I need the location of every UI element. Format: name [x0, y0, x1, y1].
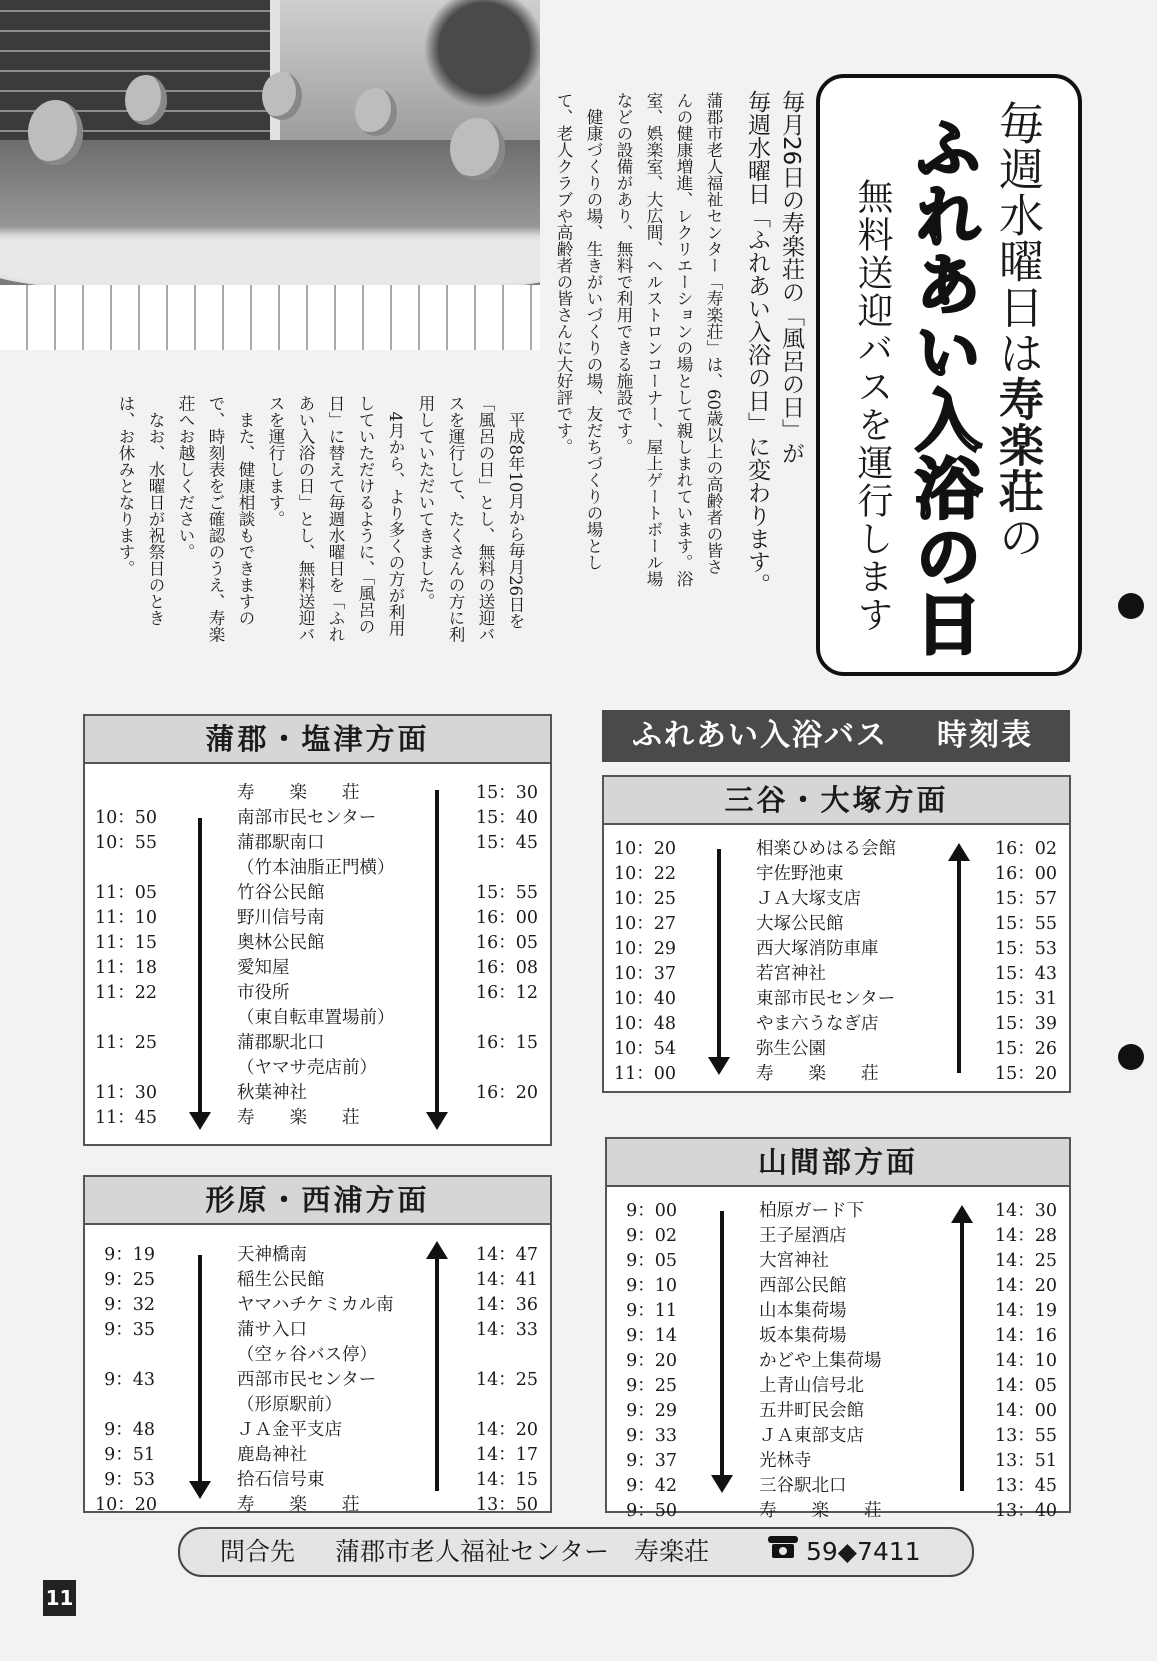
body-line: は、お休みとなります。 [116, 395, 135, 577]
body-line: 用していただいてきました。 [416, 395, 435, 610]
person [355, 88, 397, 136]
timetable-row [607, 1272, 1069, 1297]
timetable-row [604, 1010, 1069, 1035]
time-out: 9：20 [626, 1351, 677, 1371]
stop-name: （東自転車置場前） [237, 1008, 395, 1028]
body-line: 蒲郡市老人福祉センター「寿楽荘」は、60歳以上の高齢者の皆さ [704, 92, 723, 575]
body-line: で、時刻表をご確認のうえ、寿楽 [206, 395, 225, 643]
timetable-row [85, 1341, 550, 1366]
timetable-row [607, 1322, 1069, 1347]
time-return: 13：40 [994, 1501, 1057, 1521]
time-return: 14：19 [994, 1301, 1057, 1321]
time-return: 14：05 [994, 1376, 1057, 1396]
stop-name: 寿 楽 荘 [237, 783, 360, 803]
stop-name: ＪＡ大塚支店 [756, 889, 861, 909]
time-out: 9：19 [104, 1245, 155, 1265]
contact-bar [178, 1527, 974, 1577]
stop-name: 愛知屋 [237, 958, 290, 978]
time-return: 14：33 [475, 1320, 538, 1340]
time-out: 9：14 [626, 1326, 677, 1346]
time-out: 9：37 [626, 1451, 677, 1471]
timetable-row [85, 804, 550, 829]
time-out: 10：20 [614, 839, 677, 859]
stop-name: 相楽ひめはる会館 [756, 839, 896, 859]
time-out: 11：00 [614, 1064, 677, 1084]
time-return: 13：55 [994, 1426, 1057, 1446]
time-out: 9：33 [626, 1426, 677, 1446]
telephone-icon [766, 1531, 800, 1577]
time-out: 11：22 [95, 983, 158, 1003]
time-out: 11：30 [95, 1083, 158, 1103]
stop-name: ＪＡ金平支店 [237, 1420, 342, 1440]
timetable-row [85, 1366, 550, 1391]
stop-name: （形原駅前） [237, 1395, 342, 1415]
time-out: 10：22 [614, 864, 677, 884]
time-return: 16：12 [475, 983, 538, 1003]
stop-name: 光林寺 [759, 1451, 812, 1471]
stop-name: 柏原ガード下 [759, 1201, 864, 1221]
body-line: 4月から、より多くの方が利用 [386, 395, 405, 637]
time-out: 9：25 [104, 1270, 155, 1290]
timetable-row [607, 1422, 1069, 1447]
time-return: 14：47 [475, 1245, 538, 1265]
contact-label: 問合先 [220, 1537, 296, 1566]
timetable-row [604, 910, 1069, 935]
body-line: あい入浴の日」とし、無料送迎バ [296, 395, 315, 643]
timetable-row [85, 879, 550, 904]
stop-name: 蒲郡駅南口 [237, 833, 325, 853]
time-return: 16：00 [994, 864, 1057, 884]
timetable-row [85, 954, 550, 979]
stop-name: 山本集荷場 [759, 1301, 847, 1321]
timetable-row [604, 1035, 1069, 1060]
time-return: 16：20 [475, 1083, 538, 1103]
timetable-gamagori: 蒲郡・塩津方面 寿 楽 荘 15：30 10：50 南部市民センター 15：40 10：55 蒲郡駅南口 15：45 （竹本油脂正門横） 11：05 竹谷公民館 15：55 11：10 野川信号南 16：00 11：15 奥林公民館 16：05 11：18 愛知屋 16：08 11：22 市役所 16：12 （東自転車置場前） 11：25 蒲郡駅北口 16：15 （ヤマサ売店前） 11：30 秋葉神社 16：20 11：45 寿 楽 荘 [83, 714, 552, 1146]
time-return: 14：20 [475, 1420, 538, 1440]
stop-name: 竹谷公民館 [237, 883, 325, 903]
timetable-row [85, 1266, 550, 1291]
time-return: 14：41 [475, 1270, 538, 1290]
timetable-row [85, 779, 550, 804]
body-line: て、老人クラブや高齢者の皆さんに大好評です。 [554, 92, 573, 455]
body-line: 「風呂の日」とし、無料の送迎バ [476, 395, 495, 643]
stop-name: 市役所 [237, 983, 290, 1003]
time-return: 16：00 [475, 908, 538, 928]
time-return: 15：55 [994, 914, 1057, 934]
body-line: などの設備があり、無料で利用できる施設です。 [614, 92, 633, 455]
timetable-row [604, 985, 1069, 1010]
time-out: 11：05 [95, 883, 158, 903]
timetable-row [85, 1291, 550, 1316]
stop-name: 寿 楽 荘 [237, 1108, 360, 1128]
time-out: 11：10 [95, 908, 158, 928]
timetable-row [607, 1347, 1069, 1372]
stop-name: 坂本集荷場 [759, 1326, 847, 1346]
time-return: 14：36 [475, 1295, 538, 1315]
time-out: 11：25 [95, 1033, 158, 1053]
timetable-row [85, 929, 550, 954]
stop-name: （空ヶ谷バス停） [237, 1345, 377, 1365]
body-line: 健康づくりの場、生きがいづくりの場、友だちづくりの場とし [584, 92, 603, 571]
time-out: 10：27 [614, 914, 677, 934]
punch-hole [1118, 1044, 1144, 1070]
stop-name: 野川信号南 [237, 908, 325, 928]
time-out: 9：48 [104, 1420, 155, 1440]
time-out: 10：48 [614, 1014, 677, 1034]
time-out: 9：51 [104, 1445, 155, 1465]
person [450, 118, 505, 180]
stop-name: 寿 楽 荘 [237, 1495, 360, 1515]
time-out: 10：20 [95, 1495, 158, 1515]
timetable-row [607, 1447, 1069, 1472]
body-text-upper [548, 92, 728, 587]
stop-name: 大宮神社 [759, 1251, 829, 1271]
time-out: 10：50 [95, 808, 158, 828]
time-return: 16：08 [475, 958, 538, 978]
time-out: 9：25 [626, 1376, 677, 1396]
body-line: また、健康相談もできますの [236, 395, 255, 626]
stop-name: 若宮神社 [756, 964, 826, 984]
person [262, 72, 302, 120]
timetable-row [85, 1004, 550, 1029]
stop-name: 西大塚消防車庫 [756, 939, 879, 959]
person [125, 75, 167, 125]
timetable-row [604, 885, 1069, 910]
body-line: 室、娯楽室、大広間、ヘルストロンコーナー、屋上ゲートボール場 [644, 92, 663, 587]
timetable-row [85, 1316, 550, 1341]
stop-name: 蒲サ入口 [237, 1320, 307, 1340]
time-return: 14：10 [994, 1351, 1057, 1371]
time-return: 13：50 [475, 1495, 538, 1515]
timetable-katachihara: 形原・西浦方面 9：19 天神橋南 14：47 9：25 稲生公民館 14：41 9：32 ヤマハチケミカル南 14：36 9：35 蒲サ入口 14：33 （空ヶ谷バス停） 9：43 西部市民センター 14：25 （形原駅前） 9：48 ＪＡ金平支店 14：20 9：51 鹿島神社 14：17 9：53 拾石信号東 14：15 10：20 寿 楽 荘 13：50 [83, 1175, 552, 1513]
timetable-row [604, 935, 1069, 960]
timetable-row [607, 1372, 1069, 1397]
stop-name: 拾石信号東 [237, 1470, 325, 1490]
time-return: 14：20 [994, 1276, 1057, 1296]
stop-name: 宇佐野池東 [756, 864, 844, 884]
timetable-sankan: 山間部方面 9：00 柏原ガード下 14：30 9：02 王子屋酒店 14：28 9：05 大宮神社 14：25 9：10 西部公民館 14：20 9：11 山本集荷場 14：19 9：14 坂本集荷場 14：16 9：20 かどや上集荷場 14：10 9：25 上青山信号北 14：05 9：29 五井町民会館 14：00 9：33 ＪＡ東部支店 13：55 9：37 光林寺 13：51 9：42 三谷駅北口 13：45 9：50 寿 楽 荘 13：40 [605, 1137, 1071, 1513]
time-return: 14：17 [475, 1445, 538, 1465]
time-out: 10：55 [95, 833, 158, 853]
time-return: 15：57 [994, 889, 1057, 909]
timetable-row [604, 860, 1069, 885]
time-return: 15：45 [475, 833, 538, 853]
timetable-row [604, 1060, 1069, 1085]
time-out: 9：53 [104, 1470, 155, 1490]
timetable-row [85, 1491, 550, 1516]
time-return: 14：16 [994, 1326, 1057, 1346]
time-out: 9：42 [626, 1476, 677, 1496]
time-out: 9：10 [626, 1276, 677, 1296]
time-return: 15：55 [475, 883, 538, 903]
time-return: 15：39 [994, 1014, 1057, 1034]
timetable-row [85, 1241, 550, 1266]
body-line: スを運行します。 [266, 395, 285, 527]
contact-org: 蒲郡市老人福祉センター 寿楽荘 [335, 1537, 710, 1566]
punch-hole [1118, 593, 1144, 619]
headline-box [816, 74, 1082, 676]
stop-name: ヤマハチケミカル南 [237, 1295, 394, 1315]
time-return: 15：53 [994, 939, 1057, 959]
timetable-row [85, 1416, 550, 1441]
headline-prefix: 毎週水曜日は寿楽荘の [991, 100, 1044, 560]
stop-name: 秋葉神社 [237, 1083, 307, 1103]
time-return: 14：15 [475, 1470, 538, 1490]
time-return: 13：45 [994, 1476, 1057, 1496]
stop-name: かどや上集荷場 [759, 1351, 882, 1371]
timetable-row [607, 1297, 1069, 1322]
body-line: なお、水曜日が祝祭日のとき [146, 395, 165, 626]
timetable-row [85, 829, 550, 854]
timetable-row [607, 1497, 1069, 1522]
stop-name: 東部市民センター [756, 989, 896, 1009]
stop-name: 稲生公民館 [237, 1270, 325, 1290]
page-number: 11 [43, 1580, 76, 1616]
time-out: 9：50 [626, 1501, 677, 1521]
stop-name: 西部公民館 [759, 1276, 847, 1296]
body-line: 荘へお越しください。 [176, 395, 195, 560]
timetable-row [607, 1222, 1069, 1247]
timetable-miya: 三谷・大塚方面 10：20 相楽ひめはる会館 16：02 10：22 宇佐野池東 16：00 10：25 ＪＡ大塚支店 15：57 10：27 大塚公民館 15：55 10：29 西大塚消防車庫 15：53 10：37 若宮神社 15：43 10：40 東部市民センター 15：31 10：48 やま六うなぎ店 15：39 10：54 弥生公園 15：26 11：00 寿 楽 荘 15：20 [602, 775, 1071, 1093]
time-out: 9：32 [104, 1295, 155, 1315]
stop-name: 南部市民センター [237, 808, 377, 828]
timetable-row [85, 1054, 550, 1079]
stop-name: 五井町民会館 [759, 1401, 864, 1421]
timetable-row [607, 1197, 1069, 1222]
time-return: 14：30 [994, 1201, 1057, 1221]
time-return: 14：25 [475, 1370, 538, 1390]
time-out: 10：25 [614, 889, 677, 909]
time-return: 14：00 [994, 1401, 1057, 1421]
stop-name: 弥生公園 [756, 1039, 826, 1059]
stop-name: ＪＡ東部支店 [759, 1426, 864, 1446]
timetable-row [85, 854, 550, 879]
timetable-row [607, 1247, 1069, 1272]
stop-name: 奥林公民館 [237, 933, 325, 953]
body-line: スを運行して、たくさんの方に利 [446, 395, 465, 643]
timetable-row [85, 1466, 550, 1491]
time-out: 11：45 [95, 1108, 158, 1128]
stop-name: 大塚公民館 [756, 914, 844, 934]
stop-name: 王子屋酒店 [759, 1226, 847, 1246]
time-return: 15：31 [994, 989, 1057, 1009]
stop-name: 鹿島神社 [237, 1445, 307, 1465]
timetable-row [85, 904, 550, 929]
stop-name: 上青山信号北 [759, 1376, 864, 1396]
stop-name: （竹本油脂正門横） [237, 858, 395, 878]
time-out: 9：35 [104, 1320, 155, 1340]
stop-name: 寿 楽 荘 [759, 1501, 882, 1521]
headline-main: ふれあい入浴の日 [904, 114, 981, 658]
time-out: 9：05 [626, 1251, 677, 1271]
time-return: 15：26 [994, 1039, 1057, 1059]
stop-name: （ヤマサ売店前） [237, 1058, 377, 1078]
timetable-row [85, 1104, 550, 1129]
stop-name: 寿 楽 荘 [756, 1064, 879, 1084]
time-return: 16：02 [994, 839, 1057, 859]
timetable-row [85, 1029, 550, 1054]
time-out: 9：11 [626, 1301, 677, 1321]
time-out: 10：40 [614, 989, 677, 1009]
contact-phone: 59◆7411 [806, 1537, 921, 1566]
timetable-row [604, 960, 1069, 985]
time-out: 10：54 [614, 1039, 677, 1059]
time-return: 14：25 [994, 1251, 1057, 1271]
time-return: 15：40 [475, 808, 538, 828]
time-out: 10：29 [614, 939, 677, 959]
timetable-row [85, 1441, 550, 1466]
body-line: していただけるように、「風呂の [356, 395, 375, 635]
timetable-row [607, 1472, 1069, 1497]
time-out: 11：18 [95, 958, 158, 978]
time-return: 16：15 [475, 1033, 538, 1053]
time-out: 9：00 [626, 1201, 677, 1221]
time-return: 15：43 [994, 964, 1057, 984]
person [28, 100, 83, 165]
stop-name: 西部市民センター [237, 1370, 377, 1390]
time-return: 14：28 [994, 1226, 1057, 1246]
stop-name: やま六うなぎ店 [756, 1014, 879, 1034]
lead-text: 毎月26日の寿楽荘の「風呂の日」が 毎週水曜日「ふれあい入浴の日」に変わります。 [744, 90, 804, 596]
timetable-banner: ふれあい入浴バス 時刻表 [602, 710, 1070, 762]
bath-photo [0, 0, 540, 350]
body-text-lower [110, 395, 530, 643]
time-out: 9：29 [626, 1401, 677, 1421]
timetable-row [85, 979, 550, 1004]
stop-name: 三谷駅北口 [759, 1476, 847, 1496]
timetable-row [85, 1079, 550, 1104]
body-line: 日」に替えて毎週水曜日を「ふれ [326, 395, 345, 643]
timetable-row [607, 1397, 1069, 1422]
time-return: 15：20 [994, 1064, 1057, 1084]
stop-name: 天神橋南 [237, 1245, 307, 1265]
time-out: 9：02 [626, 1226, 677, 1246]
time-out: 9：43 [104, 1370, 155, 1390]
time-out: 10：37 [614, 964, 677, 984]
time-return: 15：30 [475, 783, 538, 803]
time-return: 16：05 [475, 933, 538, 953]
stop-name: 蒲郡駅北口 [237, 1033, 325, 1053]
body-line: んの健康増進、レクリエーションの場として親しまれています。浴 [674, 92, 693, 587]
headline-sub: 無料送迎バスを運行します [852, 178, 893, 634]
time-return: 13：51 [994, 1451, 1057, 1471]
timetable-row [604, 835, 1069, 860]
time-out: 11：15 [95, 933, 158, 953]
timetable-row [85, 1391, 550, 1416]
body-line: 平成8年10月から毎月26日を [506, 395, 525, 629]
